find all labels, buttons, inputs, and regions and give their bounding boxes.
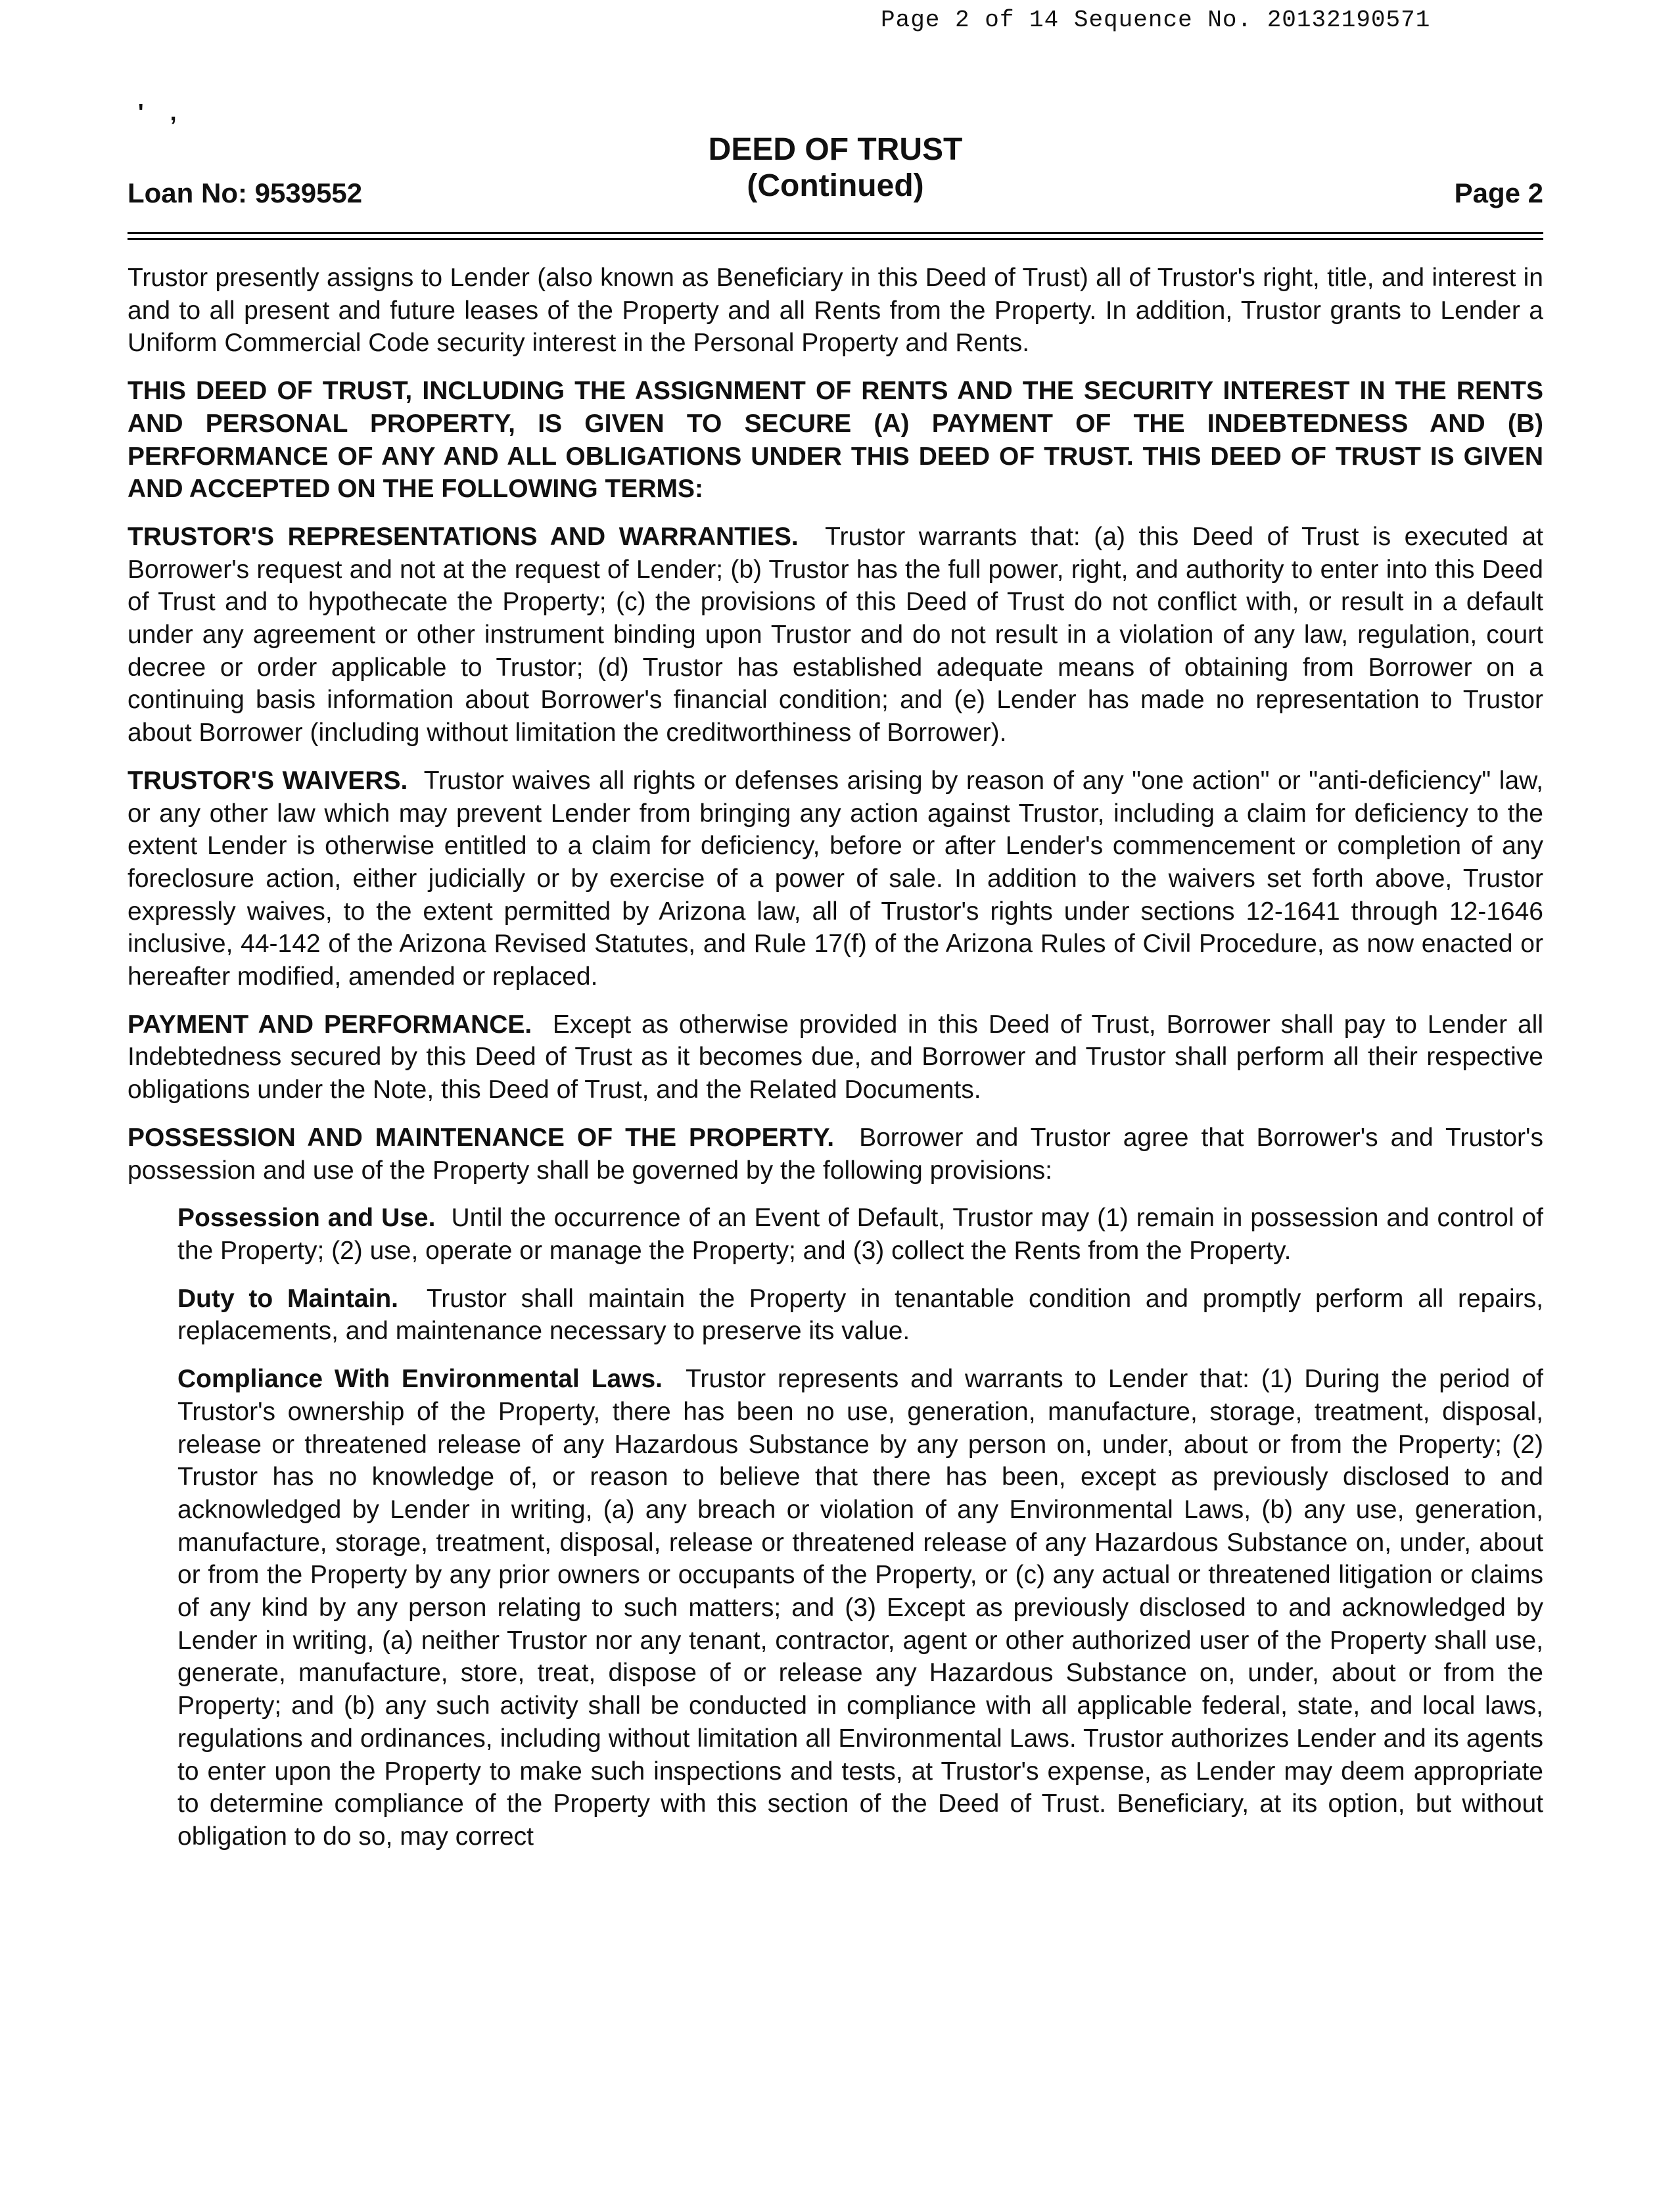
environmental-compliance-subparagraph	[177, 1363, 1543, 1853]
paragraph-text: Borrower and Trustor agree that Borrower's and Trustor's possession and use of the Property shall be governed by the following provisions:	[128, 1123, 1543, 1185]
loan-number: Loan No: 9539552	[128, 178, 363, 208]
section-heading: TRUSTOR'S REPRESENTATIONS AND WARRANTIES.	[128, 522, 799, 551]
paragraph-text: Trustor shall maintain the Property in tenantable condition and promptly perform all repairs, replacements, and maintenance necessary to preserve its value.	[177, 1284, 1543, 1346]
fax-sequence-stamp: Page 2 of 14 Sequence No. 20132190571	[881, 7, 1431, 34]
title-block	[128, 131, 1543, 204]
subsection-heading: Compliance With Environmental Laws.	[177, 1365, 663, 1394]
section-heading: PAYMENT AND PERFORMANCE.	[128, 1010, 532, 1039]
paragraph-text: Until the occurrence of an Event of Default, Trustor may (1) remain in possession and control of the Property; (2) use, operate or manage the Property; and (3) collect the Rents from the Property.	[177, 1204, 1544, 1265]
header-rule-top	[128, 232, 1543, 234]
possession-paragraph	[128, 1122, 1543, 1187]
subsection-heading: Duty to Maintain.	[177, 1284, 399, 1313]
payment-paragraph	[128, 1009, 1543, 1106]
subsection-heading: Possession and Use.	[177, 1204, 436, 1233]
paragraph-text: Trustor presently assigns to Lender (also known as Beneficiary in this Deed of Trust) all of Trustor's right, title, and interest in and to all present and future leases of the Property and all Rents from the Property. In addition, Trustor grants to Lender a Uniform Commercial Code security interest in the Personal Property and Rents.	[128, 264, 1543, 358]
paragraph-text: Except as otherwise provided in this Deed of Trust, Borrower shall pay to Lender all Indebtedness secured by this Deed of Trust as it becomes due, and Borrower and Trustor shall perform all their respective obligations under the Note, this Deed of Trust, and the Related Documents.	[128, 1010, 1544, 1104]
duty-to-maintain-subparagraph	[177, 1283, 1543, 1348]
section-heading: POSSESSION AND MAINTENANCE OF THE PROPERTY.	[128, 1123, 835, 1152]
paragraph-text: Trustor waives all rights or defenses arising by reason of any "one action" or "anti-deficiency" law, or any other law which may prevent Lender from bringing any action against Trustor, including a claim for deficiency to the extent Lender is otherwise entitled to a claim for deficiency, before or after Lender's commencement or completion of any foreclosure action, either judicially or by exercise of a power of sale. In addition to the waivers set forth above, Trustor expressly waives, to the extent permitted by Arizona law, all of Trustor's rights under sections 12-1641 through 12-1646 inclusive, 44-142 of the Arizona Revised Statutes, and Rule 17(f) of the Arizona Rules of Civil Procedure, as now enacted or hereafter modified, amended or replaced.	[128, 766, 1544, 991]
header-rule-bottom	[128, 238, 1543, 240]
document-body	[128, 262, 1543, 1868]
waivers-paragraph	[128, 765, 1543, 993]
representations-paragraph	[128, 521, 1543, 749]
page-label: Page 2	[1454, 178, 1543, 208]
paragraph-text: Trustor represents and warrants to Lender that: (1) During the period of Trustor's ownership of the Property, there has been no use, generation, manufacture, storage, treatment, disposal, release or threatened release of any Hazardous Substance by any person on, under, about or from the Property; (2) Trustor has no knowledge of, or reason to believe that there has been, except as previously disclosed to and acknowledged by Lender in writing, (a) any breach or violation of any Environmental Laws, (b) any use, generation, manufacture, storage, treatment, disposal, release or threatened release of any Hazardous Substance on, under, about or from the Property by any prior owners or occupants of the Property, or (c) any actual or threatened litigation or claims of any kind by any person relating to such matters; and (3) Except as previously disclosed to and acknowledged by Lender in writing, (a) neither Trustor nor any tenant, contractor, agent or other authorized user of the Property shall use, generate, manufacture, store, treat, dispose of or release any Hazardous Substance on, under, about or from the Property; and (b) any such activity shall be conducted in compliance with all applicable federal, state, and local laws, regulations and ordinances, including without limitation all Environmental Laws. Trustor authorizes Lender and its agents to enter upon the Property to make such inspections and tests, at Trustor's expense, as Lender may deem appropriate to determine compliance of the Property with this section of the Deed of Trust. Beneficiary, at its option, but without obligation to do so, may correct	[177, 1365, 1544, 1851]
document-title: DEED OF TRUST	[708, 132, 963, 167]
document-header	[128, 131, 1543, 217]
scan-marks: ' ,	[138, 99, 177, 126]
possession-use-subparagraph	[177, 1202, 1543, 1267]
paragraph-text: THIS DEED OF TRUST, INCLUDING THE ASSIGNMENT OF RENTS AND THE SECURITY INTEREST IN THE RENTS AND PERSONAL PROPERTY, IS GIVEN TO SECURE (A) PAYMENT OF THE INDEBTEDNESS AND (B) PERFORMANCE OF ANY AND ALL OBLIGATIONS UNDER THIS DEED OF TRUST. THIS DEED OF TRUST IS GIVEN AND ACCEPTED ON THE FOLLOWING TERMS:	[128, 377, 1543, 504]
assignment-paragraph	[128, 262, 1543, 360]
document-subtitle: (Continued)	[747, 168, 924, 204]
paragraph-text: Trustor warrants that: (a) this Deed of Trust is executed at Borrower's request and not at the request of Lender; (b) Trustor has the full power, right, and authority to enter into this Deed of Trust and to hypothecate the Property; (c) the provisions of this Deed of Trust do not conflict with, or result in a default under any agreement or other instrument binding upon Trustor and do not result in a violation of any law, regulation, court decree or order applicable to Trustor; (d) Trustor has established adequate means of obtaining from Borrower on a continuing basis information about Borrower's financial condition; and (e) Lender has made no representation to Trustor about Borrower (including without limitation the creditworthiness of Borrower).	[128, 522, 1543, 748]
section-heading: TRUSTOR'S WAIVERS.	[128, 766, 408, 795]
terms-notice-paragraph	[128, 375, 1543, 506]
